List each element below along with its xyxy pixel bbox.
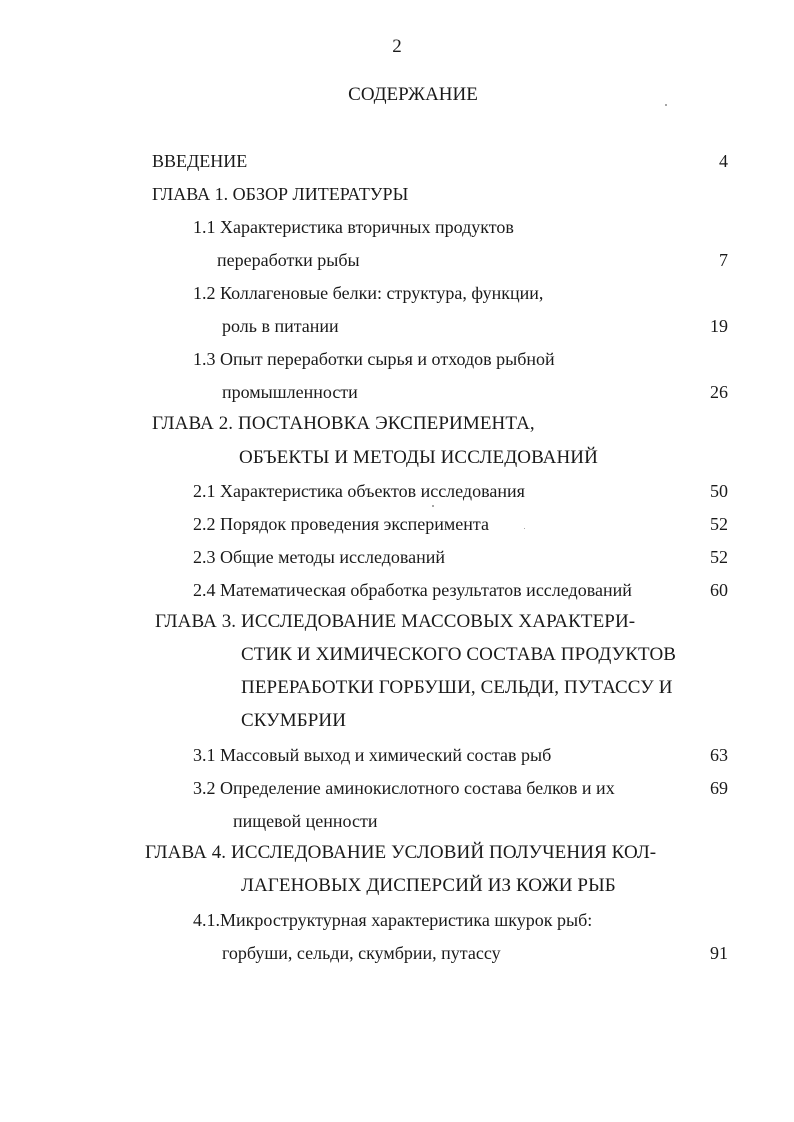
scan-speck: [524, 528, 525, 529]
toc-section-4-1-line1: 4.1.Микроструктурная характеристика шкурок рыб:: [193, 910, 593, 930]
toc-section-3-2-line2: пищевой ценности: [233, 811, 378, 831]
toc-section-2-4: 2.4 Математическая обработка результатов исследований: [193, 580, 632, 600]
toc-page-2-3: 52: [710, 547, 728, 567]
toc-page-1-1: 7: [719, 250, 728, 270]
toc-chapter-4-title-line2: ЛАГЕНОВЫХ ДИСПЕРСИЙ ИЗ КОЖИ РЫБ: [241, 875, 616, 896]
toc-page-3-2: 69: [710, 778, 728, 798]
page-title: СОДЕРЖАНИЕ: [348, 84, 478, 105]
toc-section-3-1: 3.1 Массовый выход и химический состав рыб: [193, 745, 552, 765]
toc-section-1-2-line1: 1.2 Коллагеновые белки: структура, функции,: [193, 283, 544, 303]
toc-chapter-4-title-line1: ГЛАВА 4. ИССЛЕДОВАНИЕ УСЛОВИЙ ПОЛУЧЕНИЯ КОЛ-: [145, 842, 657, 863]
toc-chapter-1-title: ГЛАВА 1. ОБЗОР ЛИТЕРАТУРЫ: [152, 184, 409, 204]
toc-section-2-3: 2.3 Общие методы исследований: [193, 547, 446, 567]
toc-section-1-3-line2: промышленности: [222, 382, 358, 402]
toc-page-1-3: 26: [710, 382, 728, 402]
toc-section-1-2-line2: роль в питании: [222, 316, 339, 336]
toc-page-3-1: 63: [710, 745, 728, 765]
toc-chapter-2-title-line1: ГЛАВА 2. ПОСТАНОВКА ЭКСПЕРИМЕНТА,: [152, 413, 535, 434]
toc-chapter-3-title-line3: ПЕРЕРАБОТКИ ГОРБУШИ, СЕЛЬДИ, ПУТАССУ И: [241, 677, 673, 698]
toc-chapter-3-title-line4: СКУМБРИИ: [241, 710, 347, 731]
toc-section-1-3-line1: 1.3 Опыт переработки сырья и отходов рыбной: [193, 349, 555, 369]
toc-page-4-1: 91: [710, 943, 728, 963]
toc-chapter-3-title-line2: СТИК И ХИМИЧЕСКОГО СОСТАВА ПРОДУКТОВ: [241, 644, 677, 665]
toc-page-intro: 4: [719, 151, 728, 171]
toc-section-3-2-line1: 3.2 Определение аминокислотного состава белков и их: [193, 778, 615, 798]
toc-page-1-2: 19: [710, 316, 728, 336]
toc-section-2-2: 2.2 Порядок проведения эксперимента: [193, 514, 490, 534]
scan-speck: [432, 505, 434, 507]
toc-section-1-1-line1: 1.1 Характеристика вторичных продуктов: [193, 217, 514, 237]
toc-chapter-3-title-line1: ГЛАВА 3. ИССЛЕДОВАНИЕ МАССОВЫХ ХАРАКТЕРИ-: [155, 611, 636, 632]
toc-page-2-2: 52: [710, 514, 728, 534]
toc-section-4-1-line2: горбуши, сельди, скумбрии, путассу: [222, 943, 501, 963]
toc-entry-intro: ВВЕДЕНИЕ: [152, 151, 248, 171]
toc-chapter-2-title-line2: ОБЪЕКТЫ И МЕТОДЫ ИССЛЕДОВАНИЙ: [239, 447, 598, 468]
toc-page-2-4: 60: [710, 580, 728, 600]
page-number: 2: [392, 36, 402, 57]
toc-page-2-1: 50: [710, 481, 728, 501]
toc-section-1-1-line2: переработки рыбы: [217, 250, 360, 270]
scan-speck: [665, 104, 667, 106]
toc-section-2-1: 2.1 Характеристика объектов исследования: [193, 481, 525, 501]
